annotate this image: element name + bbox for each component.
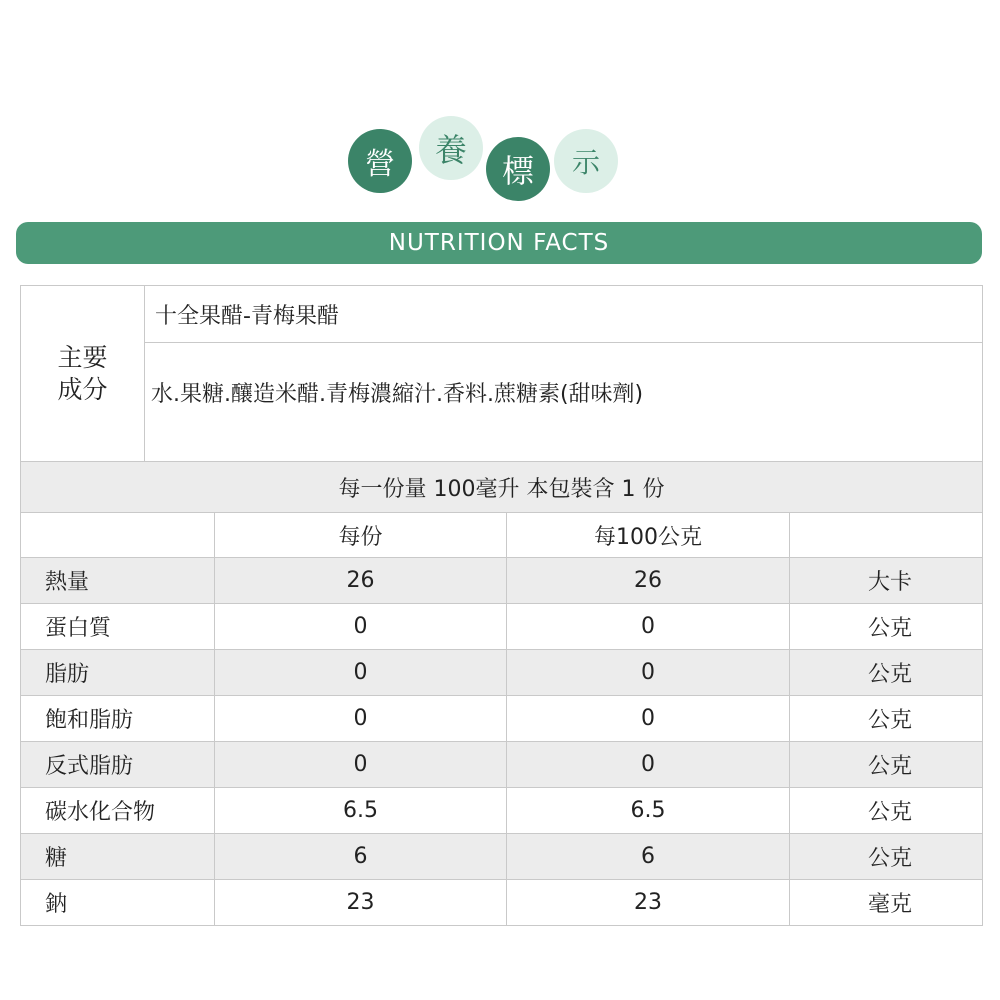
table-row (21, 604, 983, 650)
nutrient-name: 蛋白質 (21, 604, 215, 650)
unit: 大卡 (790, 558, 983, 604)
table-row (21, 650, 983, 696)
nutrient-name: 熱量 (21, 558, 215, 604)
per-100-value: 0 (507, 696, 790, 742)
per-serving-value: 0 (215, 604, 507, 650)
ingredients-cell (145, 343, 983, 462)
ingredients-text: 水.果糖.釀造米醋.青梅濃縮汁.香料.蔗糖素(甜味劑) (151, 382, 644, 407)
table-row (21, 742, 983, 788)
unit: 公克 (790, 650, 983, 696)
per-serving-value: 26 (215, 558, 507, 604)
nutrient-name: 鈉 (21, 880, 215, 926)
per-100-value: 0 (507, 742, 790, 788)
title-char-2: 養 (419, 116, 483, 180)
serving-size: 每一份量 100毫升 本包裝含 1 份 (21, 462, 983, 513)
ingredients-label (21, 286, 145, 462)
nutrition-table (20, 285, 983, 926)
ingredients-label-line1: 主要 (57, 342, 108, 372)
ingredients-label-line2: 成分 (57, 374, 108, 404)
header-blank (21, 513, 215, 558)
nutrition-facts-banner: NUTRITION FACTS (16, 222, 982, 264)
per-100-value: 23 (507, 880, 790, 926)
title-char-1: 營 (348, 129, 412, 193)
per-serving-value: 0 (215, 650, 507, 696)
per-serving-value: 6.5 (215, 788, 507, 834)
per-serving-value: 23 (215, 880, 507, 926)
title-char-3: 標 (486, 137, 550, 201)
per-100-value: 0 (507, 604, 790, 650)
header-per-serving: 每份 (215, 513, 507, 558)
title-badges (0, 0, 1000, 210)
per-serving-value: 6 (215, 834, 507, 880)
unit: 公克 (790, 742, 983, 788)
header-per-100: 每100公克 (507, 513, 790, 558)
title-char-4: 示 (554, 129, 618, 193)
nutrient-name: 反式脂肪 (21, 742, 215, 788)
table-row (21, 558, 983, 604)
unit: 公克 (790, 604, 983, 650)
header-unit (790, 513, 983, 558)
unit: 公克 (790, 788, 983, 834)
nutrient-name: 飽和脂肪 (21, 696, 215, 742)
nutrient-name: 碳水化合物 (21, 788, 215, 834)
nutrient-name: 糖 (21, 834, 215, 880)
per-100-value: 6.5 (507, 788, 790, 834)
per-100-value: 0 (507, 650, 790, 696)
unit: 毫克 (790, 880, 983, 926)
table-row (21, 788, 983, 834)
per-100-value: 26 (507, 558, 790, 604)
unit: 公克 (790, 834, 983, 880)
product-name: 十全果醋-青梅果醋 (145, 286, 983, 343)
per-100-value: 6 (507, 834, 790, 880)
table-row (21, 880, 983, 926)
table-row (21, 834, 983, 880)
column-header-row (21, 513, 983, 558)
unit: 公克 (790, 696, 983, 742)
nutrient-name: 脂肪 (21, 650, 215, 696)
per-serving-value: 0 (215, 742, 507, 788)
per-serving-value: 0 (215, 696, 507, 742)
table-row (21, 696, 983, 742)
